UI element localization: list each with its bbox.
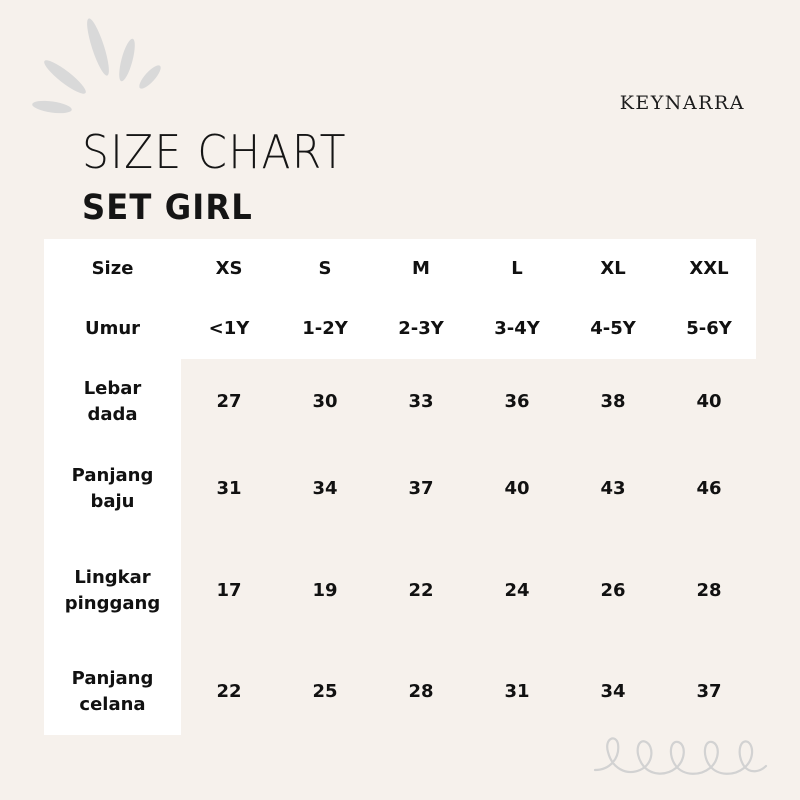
- table-header-row: [44, 239, 756, 299]
- value-cell: 40: [504, 478, 530, 499]
- size-cell: XL: [600, 258, 626, 279]
- loops-decoration-icon: [590, 730, 770, 785]
- value-cell: 37: [696, 680, 722, 702]
- value-cell: 31: [504, 680, 530, 702]
- value-cell: 25: [312, 680, 338, 702]
- size-cell: L: [511, 258, 523, 279]
- table-row: [44, 299, 756, 359]
- value-cell: 38: [600, 391, 626, 412]
- value-cell: 22: [216, 680, 242, 702]
- size-cell: XXL: [689, 258, 729, 279]
- size-cell: XS: [215, 258, 243, 279]
- age-cell: 3-4Y: [494, 318, 540, 339]
- value-cell: 17: [216, 579, 242, 601]
- brand-name: KEYNARRA: [619, 92, 745, 114]
- page-title: SIZE CHART: [82, 125, 347, 179]
- row-label: [44, 565, 181, 617]
- table-row: [44, 445, 756, 533]
- table-row: [44, 359, 756, 445]
- row-label-line: Lingkar: [74, 566, 151, 588]
- row-label-line: dada: [87, 404, 138, 425]
- value-cell: 31: [216, 478, 242, 499]
- age-cell: 1-2Y: [302, 318, 348, 339]
- value-cell: 24: [504, 579, 530, 601]
- value-cell: 28: [696, 579, 722, 601]
- row-label-line: Panjang: [71, 465, 154, 486]
- value-cell: 30: [312, 391, 338, 412]
- size-cell: S: [318, 258, 332, 279]
- age-cell: 5-6Y: [686, 318, 732, 339]
- row-label: Size: [91, 258, 134, 279]
- row-label: [44, 463, 181, 515]
- age-cell: 2-3Y: [398, 318, 444, 339]
- value-cell: 34: [600, 680, 626, 702]
- value-cell: 27: [216, 391, 242, 412]
- age-cell: <1Y: [208, 318, 250, 339]
- size-table: [44, 239, 756, 735]
- page-subtitle: SET GIRL: [82, 188, 253, 228]
- value-cell: 36: [504, 391, 530, 412]
- row-label: Umur: [84, 318, 141, 339]
- value-cell: 34: [312, 478, 338, 499]
- row-label-line: Panjang: [71, 667, 154, 689]
- value-cell: 28: [408, 680, 434, 702]
- row-label-line: celana: [79, 693, 146, 715]
- row-label-line: Lebar: [83, 378, 142, 399]
- value-cell: 26: [600, 579, 626, 601]
- value-cell: 46: [696, 478, 722, 499]
- leaves-decoration-icon: [20, 15, 170, 125]
- value-cell: 19: [312, 579, 338, 601]
- value-cell: 40: [696, 391, 722, 412]
- value-cell: 37: [408, 478, 434, 499]
- row-label-line: pinggang: [64, 592, 161, 614]
- age-cell: 4-5Y: [590, 318, 636, 339]
- row-label: [44, 376, 181, 428]
- value-cell: 43: [600, 478, 626, 499]
- row-label: [44, 666, 181, 718]
- value-cell: 22: [408, 579, 434, 601]
- size-cell: M: [412, 258, 430, 279]
- table-row: [44, 533, 756, 648]
- table-row: [44, 648, 756, 735]
- value-cell: 33: [408, 391, 434, 412]
- row-label-line: baju: [90, 491, 135, 512]
